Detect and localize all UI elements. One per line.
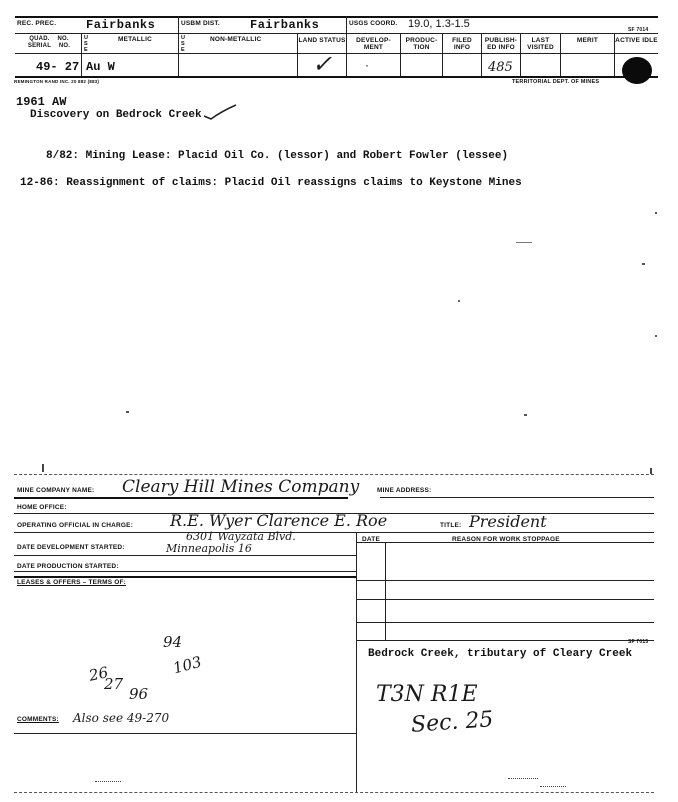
- speck: [126, 411, 129, 413]
- form-number-top: SF 7014: [628, 27, 649, 33]
- operating-official-label: OPERATING OFFICIAL IN CHARGE:: [17, 522, 134, 529]
- usbm-dist-value: Fairbanks: [250, 18, 320, 32]
- last-visited-label: LAST VISITED: [527, 37, 554, 51]
- section-number: Sec. 25: [410, 707, 495, 738]
- speck: [458, 300, 460, 302]
- comments-value: Also see 49-270: [73, 711, 170, 725]
- leases-offers-label: LEASES & OFFERS – TERMS OF:: [17, 579, 127, 586]
- speck: [42, 464, 44, 472]
- land-status-label: LAND STATUS: [298, 37, 346, 44]
- production-label: PRODUC- TION: [405, 37, 438, 51]
- usgs-coord-value: 19.0, 1.3-1.5: [408, 18, 470, 30]
- development-label: DEVELOP- MENT: [356, 37, 391, 51]
- hand-number: 96: [129, 685, 149, 703]
- speck: [508, 778, 538, 782]
- hand-number: 94: [163, 633, 183, 651]
- use-label-1: U S E: [84, 35, 89, 53]
- usgs-coord-label: USGS COORD.: [349, 20, 398, 27]
- serial-label: SERIAL NO.: [27, 43, 71, 49]
- operating-official-value: R.E. Wyer Clarence E. Roe: [170, 511, 388, 530]
- comments-label: COMMENTS:: [17, 716, 59, 723]
- date-development-label: DATE DEVELOPMENT STARTED:: [17, 544, 125, 551]
- speck: [524, 414, 527, 416]
- date-column-label: DATE: [362, 536, 381, 543]
- territorial-dept: TERRITORIAL DEPT. OF MINES: [512, 79, 600, 85]
- rec-prec-label: REC. PREC.: [17, 20, 57, 27]
- hand-number: 27: [104, 675, 124, 693]
- published-info-label: PUBLISH- ED INFO: [484, 37, 518, 51]
- mine-address-label: MINE ADDRESS:: [377, 487, 432, 494]
- rec-prec-value: Fairbanks: [86, 18, 156, 32]
- published-info-value: 485: [488, 60, 513, 75]
- land-status-check: ✓: [312, 50, 333, 78]
- speck: [95, 781, 121, 785]
- metallic-label: METALLIC: [118, 36, 152, 43]
- printer-line: REMINGTON RAND INC. 20 882 (883): [14, 79, 100, 84]
- speck: [650, 468, 652, 474]
- speck: [655, 335, 657, 337]
- hand-number: 103: [171, 652, 204, 678]
- speck: [655, 212, 657, 214]
- address-line-1: 6301 Wayzata Blvd.: [186, 530, 296, 543]
- usbm-dist-label: USBM DIST.: [181, 20, 220, 27]
- use-label-2: U S E: [181, 35, 186, 53]
- discovery-line: Discovery on Bedrock Creek: [30, 109, 202, 121]
- active-idle-label: ACTIVE IDLE: [615, 37, 658, 44]
- quad-label: QUAD. NO.: [29, 36, 69, 42]
- home-office-label: HOME OFFICE:: [17, 504, 67, 511]
- note-entry-1: 8/82: Mining Lease: Placid Oil Co. (lessor) and Robert Fowler (lessee): [46, 150, 509, 162]
- note-entry-2: 12-86: Reassignment of claims: Placid Oil reassigns claims to Keystone Mines: [20, 177, 522, 189]
- year-line: 1961 AW: [16, 95, 67, 109]
- check-mark-icon: [202, 103, 238, 121]
- speck: [516, 242, 532, 243]
- address-line-2: Minneapolis 16: [166, 542, 252, 555]
- merit-label: MERIT: [576, 37, 599, 44]
- mine-company-value: Cleary Hill Mines Company: [122, 477, 360, 497]
- location-text: Bedrock Creek, tributary of Cleary Creek: [368, 648, 633, 660]
- hand-number: 26: [87, 663, 110, 685]
- nonmetallic-label: NON-METALLIC: [210, 36, 262, 43]
- active-status-dot: [622, 57, 652, 84]
- quad-serial-value: 49- 27: [36, 60, 80, 74]
- reason-stoppage-label: REASON FOR WORK STOPPAGE: [452, 536, 560, 543]
- date-production-label: DATE PRODUCTION STARTED:: [17, 563, 119, 570]
- quad-serial-label: [17, 36, 81, 50]
- filed-info-label: FILED INFO: [452, 37, 472, 51]
- title-value: President: [469, 512, 547, 531]
- speck: [642, 263, 645, 265]
- speck: [540, 786, 566, 790]
- township-range: T3N R1E: [376, 682, 478, 707]
- metallic-value: Au W: [86, 60, 115, 74]
- mine-company-label: MINE COMPANY NAME:: [17, 487, 95, 494]
- form-number-bottom: SF 7015: [628, 639, 649, 645]
- title-label: TITLE:: [440, 522, 462, 529]
- development-mark: ·: [365, 58, 369, 72]
